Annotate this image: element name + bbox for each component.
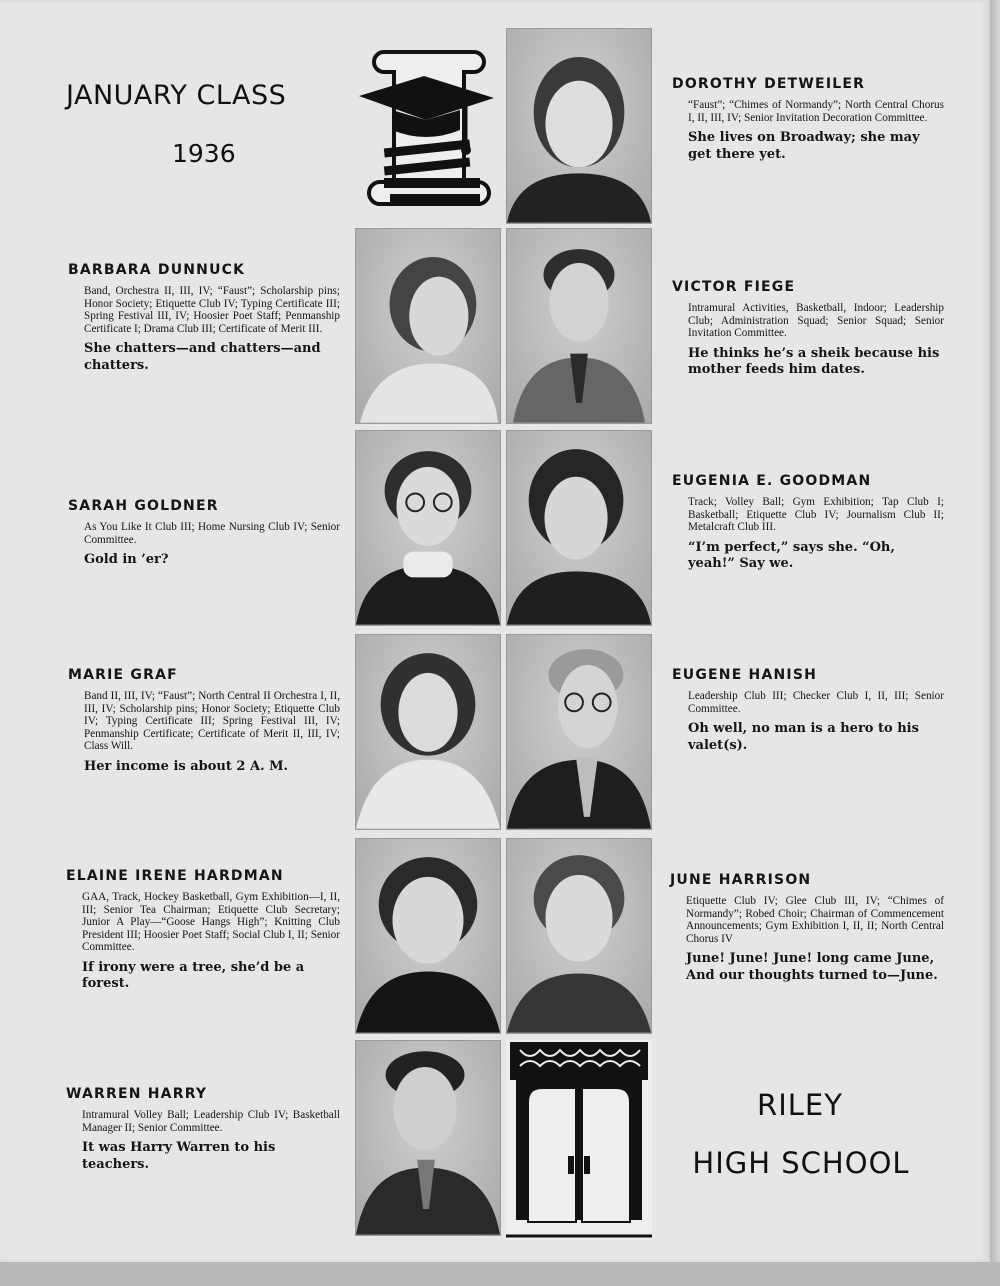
page-title: JANUARY CLASS: [66, 80, 287, 111]
student-activities: Intramural Activities, Basketball, Indoor; Leadership Club; Administration Squad; Senior Squad; Senior Invitation Committee.: [688, 302, 944, 340]
student-quote: She lives on Broadway; she may get there yet.: [688, 130, 920, 162]
student-entry: [672, 473, 944, 573]
graduation-cap-icon: [354, 42, 500, 216]
page-spine: [990, 0, 1000, 1262]
student-name: EUGENE HANISH: [672, 667, 818, 683]
student-entry: [672, 76, 944, 163]
student-entry: [672, 667, 944, 754]
student-entry: [672, 279, 944, 379]
portrait-barbara-dunnuck: [355, 228, 501, 424]
student-entry: [670, 872, 944, 984]
student-quote: “I’m perfect,” says she. “Oh, yeah!” Say we.: [688, 539, 895, 572]
student-name: VICTOR FIEGE: [672, 279, 796, 295]
student-entry: [68, 262, 340, 374]
student-name: EUGENIA E. GOODMAN: [672, 473, 872, 489]
school-name-line2: HIGH SCHOOL: [692, 1146, 910, 1180]
portrait-victor-fiege: [506, 228, 652, 424]
portrait-sarah-goldner: [355, 430, 501, 626]
portrait-june-harrison: [506, 838, 652, 1034]
student-name: MARIE GRAF: [68, 667, 178, 683]
student-quote: Oh well, no man is a hero to his valet(s).: [688, 721, 919, 753]
student-quote: Gold in ’er?: [84, 552, 169, 568]
student-activities: Intramural Volley Ball; Leadership Club IV; Basketball Manager II; Senior Committee.: [82, 1109, 340, 1134]
portrait-eugenia-goodman: [506, 430, 652, 626]
student-quote: He thinks he’s a sheik because his mother feeds him dates.: [688, 345, 940, 378]
student-activities: Leadership Club III; Checker Club I, II, III; Senior Committee.: [688, 690, 944, 715]
student-quote: If irony were a tree, she’d be a forest.: [82, 959, 305, 992]
student-activities: As You Like It Club III; Home Nursing Club IV; Senior Committee.: [84, 521, 340, 546]
portrait-dorothy-detweiler: [506, 28, 652, 224]
student-name: JUNE HARRISON: [670, 872, 812, 888]
student-entry: [68, 667, 340, 775]
portrait-marie-graf: [355, 634, 501, 830]
student-entry: [66, 868, 340, 993]
student-entry: [68, 498, 340, 569]
portrait-elaine-hardman: [355, 838, 501, 1034]
school-door-icon: [506, 1040, 652, 1240]
student-entry: [66, 1086, 340, 1173]
student-name: DOROTHY DETWEILER: [672, 76, 866, 92]
scan-border: [0, 1262, 1000, 1286]
student-activities: Band, Orchestra II, III, IV; “Faust”; Scholarship pins; Honor Society; Etiquette Club IV; Typing Certificate III; Spring Festival III, IV; Hoosier Poet Staff; Penmanship Certificate I; Drama Club III; Certificate of Merit III.: [84, 285, 340, 335]
portrait-warren-harry: [355, 1040, 501, 1236]
student-quote: It was Harry Warren to his teachers.: [82, 1140, 276, 1172]
student-activities: Track; Volley Ball; Gym Exhibition; Tap Club I; Basketball; Etiquette Club IV; Journalism Club II; Metalcraft Club III.: [688, 496, 944, 534]
student-quote: June! June! June! long came June, And our thoughts turned to—June.: [686, 951, 938, 983]
portrait-eugene-hanish: [506, 634, 652, 830]
student-name: BARBARA DUNNUCK: [68, 262, 246, 278]
student-name: SARAH GOLDNER: [68, 498, 219, 514]
student-activities: GAA, Track, Hockey Basketball, Gym Exhibition—I, II, III; Senior Tea Chairman; Etiquette Club Secretary; Junior A Play—“Goose Hangs High”; Knitting Club President III; Hoosier Poet Staff; Social Club I, II; Senior Committee.: [82, 891, 340, 954]
class-year: 1936: [172, 139, 236, 168]
student-activities: Etiquette Club IV; Glee Club III, IV; “Chimes of Normandy”; Robed Choir; Chairman of Commencement Announcements; Gym Exhibition I, II, II; North Central Chorus IV: [686, 895, 944, 945]
student-quote: Her income is about 2 A. M.: [84, 758, 289, 774]
student-quote: She chatters—and chatters—and chatters.: [84, 341, 321, 373]
student-name: ELAINE IRENE HARDMAN: [66, 868, 284, 884]
student-name: WARREN HARRY: [66, 1086, 208, 1102]
school-name-line1: RILEY: [757, 1088, 843, 1122]
student-activities: “Faust”; “Chimes of Normandy”; North Central Chorus I, II, III, IV; Senior Invitation Decoration Committee.: [688, 99, 944, 124]
student-activities: Band II, III, IV; “Faust”; North Central II Orchestra I, II, III, IV; Scholarship pins; Honor Society; Etiquette Club IV; Typing Certificate III; Spring Festival III, IV; Penmanship Certificate; Certificate of Merit II, III, IV; Class Will.: [84, 690, 340, 753]
